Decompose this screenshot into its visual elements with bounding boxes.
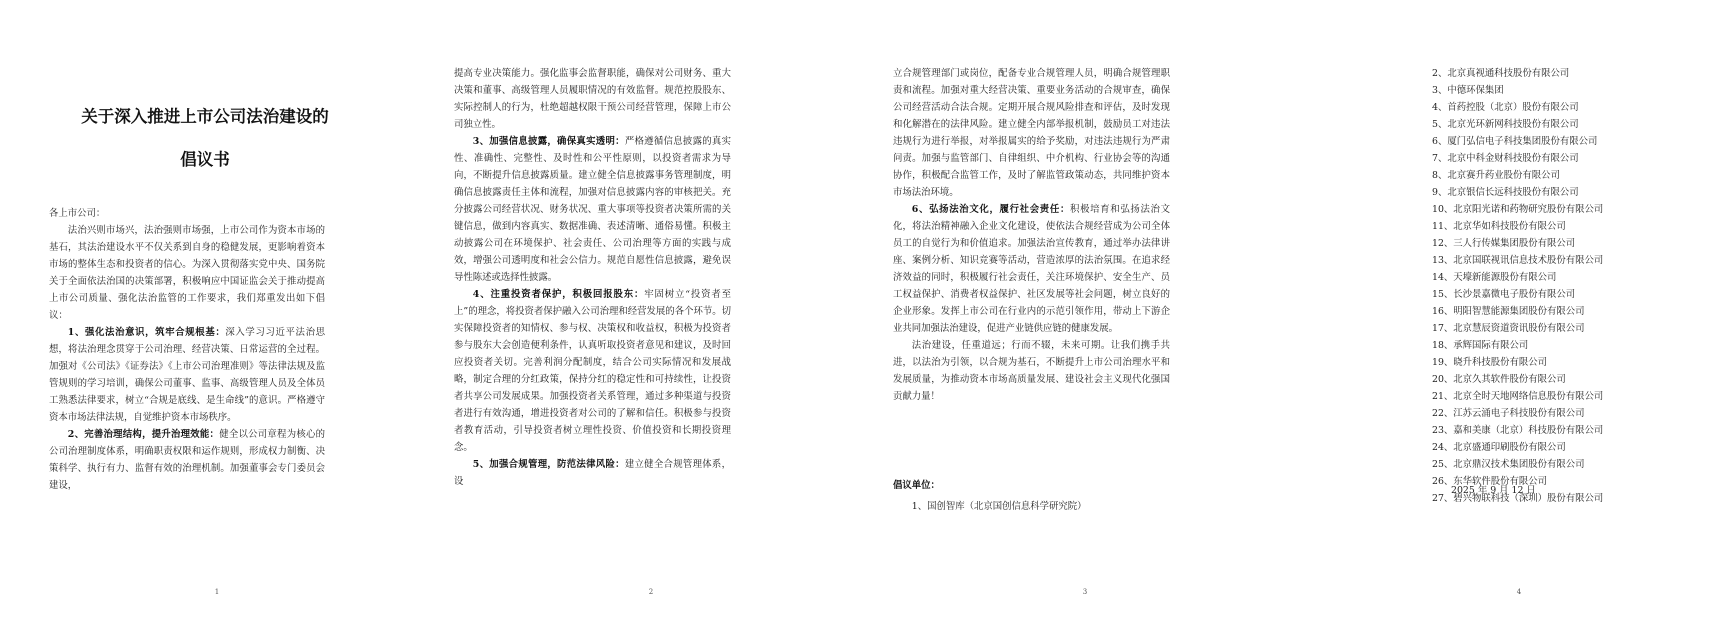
signer-list-item: 21、北京全时天地网络信息股份有限公司 bbox=[1432, 391, 1604, 402]
salutation: 各上市公司： bbox=[49, 208, 106, 219]
document-page-4 bbox=[1302, 0, 1736, 634]
signer-list-item: 10、北京阳光诺和药物研究股份有限公司 bbox=[1432, 204, 1604, 215]
signer-list-item: 6、厦门弘信电子科技集团股份有限公司 bbox=[1432, 136, 1598, 147]
item-6-paragraph bbox=[893, 201, 1170, 337]
item-3-paragraph bbox=[454, 133, 731, 286]
document-page-1 bbox=[0, 0, 434, 634]
page-2-body bbox=[454, 65, 731, 490]
document-date: 2025 年 9 月 12 日 bbox=[1451, 485, 1536, 496]
signer-list-item: 27、碧兴物联科技（深圳）股份有限公司 bbox=[1432, 493, 1604, 504]
item-3-text: 严格遵循信息披露的真实性、准确性、完整性、及时性和公平性原则，以投资者需求为导向，不断提升信息披露质量。建立健全信息披露事务管理制度，明确信息披露责任主体和流程，加强对信息披露内容的审核把关。充分披露公司经营状况、财务状况、重大事项等投资者决策所需的关键信息，做到内容真实、数据准确、表述清晰、通俗易懂。积极主动披露公司在环境保护、社会责任、公司治理等方面的实践与成效，增强公司透明度和社会公信力。规范自愿性信息披露，避免误导性陈述或选择性披露。 bbox=[454, 136, 731, 283]
item-2-heading: 2、完善治理结构，提升治理效能： bbox=[67, 429, 220, 440]
page-3-body bbox=[893, 65, 1170, 405]
document-page-2 bbox=[434, 0, 868, 634]
page-number-2: 2 bbox=[648, 588, 654, 596]
signers-block bbox=[893, 477, 1170, 515]
item-1-text: 深入学习习近平法治思想，将法治理念贯穿于公司治理、经营决策、日常运营的全过程。加强对《公司法》《证券法》《上市公司治理准则》等法律法规及监管规则的学习培训，确保公司董事、监事、高级管理人员及全体员工熟悉法律要求，树立“合规是底线、是生命线”的意识。严格遵守资本市场法律法规，自觉维护资本市场秩序。 bbox=[49, 327, 325, 423]
signer-list bbox=[1432, 65, 1603, 507]
signer-list-item: 3、中德环保集团 bbox=[1432, 85, 1504, 96]
signer-list-item: 11、北京华如科技股份有限公司 bbox=[1432, 221, 1566, 232]
item-4-heading: 4、注重投资者保护，积极回报股东： bbox=[472, 289, 645, 300]
item-4-text: 牢固树立“投资者至上”的理念，将投资者保护融入公司治理和经营发展的各个环节。切实保障投资者的知情权、参与权、决策权和收益权，积极为投资者参与股东大会创造便利条件，认真听取投资者意见和建议，及时回应投资者关切。完善利润分配制度，结合公司实际情况和发展战略，制定合理的分红政策，保持分红的稳定性和可持续性，让投资者共享公司发展成果。加强投资者关系管理，通过多种渠道与投资者进行有效沟通，增进投资者对公司的了解和信任。积极参与投资者教育活动，引导投资者树立理性投资、价值投资和长期投资理念。 bbox=[454, 289, 731, 453]
document-title-line-2: 倡议书 bbox=[180, 150, 230, 169]
signer-list-item: 8、北京赛升药业股份有限公司 bbox=[1432, 170, 1560, 181]
item-6-text: 积极培育和弘扬法治文化，将法治精神融入企业文化建设，使依法合规经营成为公司全体员工的自觉行为和价值追求。加强法治宣传教育，通过举办法律讲座、案例分析、知识竞赛等活动，营造浓厚的法治氛围。在追求经济效益的同时，积极履行社会责任，关注环境保护、安全生产、员工权益保护、消费者权益保护、社区发展等社会问题，树立良好的企业形象。发挥上市公司在行业内的示范引领作用，带动上下游企业共同加强法治建设，促进产业链供应链的健康发展。 bbox=[893, 204, 1170, 334]
item-1-heading: 1、强化法治意识，筑牢合规根基： bbox=[67, 327, 226, 338]
page-number-3: 3 bbox=[1082, 588, 1088, 596]
signer-list-item: 2、北京真视通科技股份有限公司 bbox=[1432, 68, 1570, 79]
page-number-1: 1 bbox=[214, 588, 220, 596]
signer-list-item: 9、北京银信长远科技股份有限公司 bbox=[1432, 187, 1579, 198]
page-number-4: 4 bbox=[1516, 588, 1522, 596]
signer-list-item: 22、江苏云涌电子科技股份有限公司 bbox=[1432, 408, 1585, 419]
item-2-continuation: 提高专业决策能力。强化监事会监督职能，确保对公司财务、重大决策和董事、高级管理人员履职情况的有效监督。规范控股股东、实际控制人的行为，杜绝超越权限干预公司经营管理，保障上市公司独立性。 bbox=[454, 68, 731, 130]
page-1-body bbox=[49, 205, 325, 494]
item-5-text: 建立健全合规管理体系，设 bbox=[454, 459, 731, 487]
signer-list-item: 24、北京盛通印刷股份有限公司 bbox=[1432, 442, 1566, 453]
signer-list-item: 17、北京慧辰资道资讯股份有限公司 bbox=[1432, 323, 1585, 334]
signer-1: 1、国创智库（北京国创信息科学研究院） bbox=[911, 501, 1087, 512]
signer-list-item: 4、首药控股（北京）股份有限公司 bbox=[1432, 102, 1579, 113]
item-1-paragraph bbox=[49, 324, 325, 426]
signer-list-item: 5、北京光环新网科技股份有限公司 bbox=[1432, 119, 1579, 130]
signer-list-item: 18、承辉国际有限公司 bbox=[1432, 340, 1529, 351]
closing-paragraph: 法治建设，任重道远；行而不辍，未来可期。让我们携手共进，以法治为引领，以合规为基石，不断提升上市公司治理水平和发展质量，为推动资本市场高质量发展、建设社会主义现代化强国贡献力量！ bbox=[893, 340, 1170, 402]
signer-list-item: 14、天壕新能源股份有限公司 bbox=[1432, 272, 1557, 283]
signers-label: 倡议单位： bbox=[893, 480, 940, 491]
signer-list-item: 12、三人行传媒集团股份有限公司 bbox=[1432, 238, 1576, 249]
signer-list-item: 20、北京久其软件股份有限公司 bbox=[1432, 374, 1566, 385]
item-4-paragraph bbox=[454, 286, 731, 456]
item-5-paragraph bbox=[454, 456, 731, 490]
item-6-heading: 6、弘扬法治文化，履行社会责任： bbox=[911, 204, 1071, 215]
document-page-3 bbox=[868, 0, 1302, 634]
intro-paragraph: 法治兴则市场兴，法治强则市场强，上市公司作为资本市场的基石，其法治建设水平不仅关系到自身的稳健发展，更影响着资本市场的整体生态和投资者的信心。为深入贯彻落实党中央、国务院关于全面依法治国的决策部署，积极响应中国证监会关于推动提高上市公司质量、强化法治监管的工作要求，我们郑重发出如下倡议： bbox=[49, 225, 325, 321]
signer-list-item: 16、明阳智慧能源集团股份有限公司 bbox=[1432, 306, 1585, 317]
item-5-continuation: 立合规管理部门或岗位，配备专业合规管理人员，明确合规管理职责和流程。加强对重大经营决策、重要业务活动的合规审查，确保公司经营活动合法合规。定期开展合规风险排查和评估，及时发现和化解潜在的法律风险。建立健全内部举报机制，鼓励员工对违法违规行为进行举报，对举报属实的给予奖励，对违法违规行为严肃问责。加强与监管部门、自律组织、中介机构、行业协会等的沟通协作，积极配合监管工作，及时了解监管政策动态，共同维护资本市场法治环境。 bbox=[893, 68, 1170, 198]
item-5-heading: 5、加强合规管理，防范法律风险： bbox=[472, 459, 625, 470]
signer-list-item: 7、北京中科金财科技股份有限公司 bbox=[1432, 153, 1579, 164]
signer-list-item: 23、嘉和美康（北京）科技股份有限公司 bbox=[1432, 425, 1604, 436]
signer-list-item: 19、晓升科技股份有限公司 bbox=[1432, 357, 1548, 368]
item-3-heading: 3、加强信息披露，确保真实透明： bbox=[472, 136, 625, 147]
signer-list-item: 15、长沙景嘉微电子股份有限公司 bbox=[1432, 289, 1576, 300]
signer-list-item: 13、北京国联视讯信息技术股份有限公司 bbox=[1432, 255, 1604, 266]
item-2-text: 健全以公司章程为核心的公司治理制度体系，明确职责权限和运作规则，形成权力制衡、决策科学、执行有力、监督有效的治理机制。加强董事会专门委员会建设， bbox=[49, 429, 325, 491]
signer-list-item: 25、北京鼎汉技术集团股份有限公司 bbox=[1432, 459, 1585, 470]
item-2-paragraph bbox=[49, 426, 325, 494]
signer-list-item: 26、东华软件股份有限公司 bbox=[1432, 476, 1548, 487]
document-title-line-1: 关于深入推进上市公司法治建设的 bbox=[81, 107, 329, 126]
